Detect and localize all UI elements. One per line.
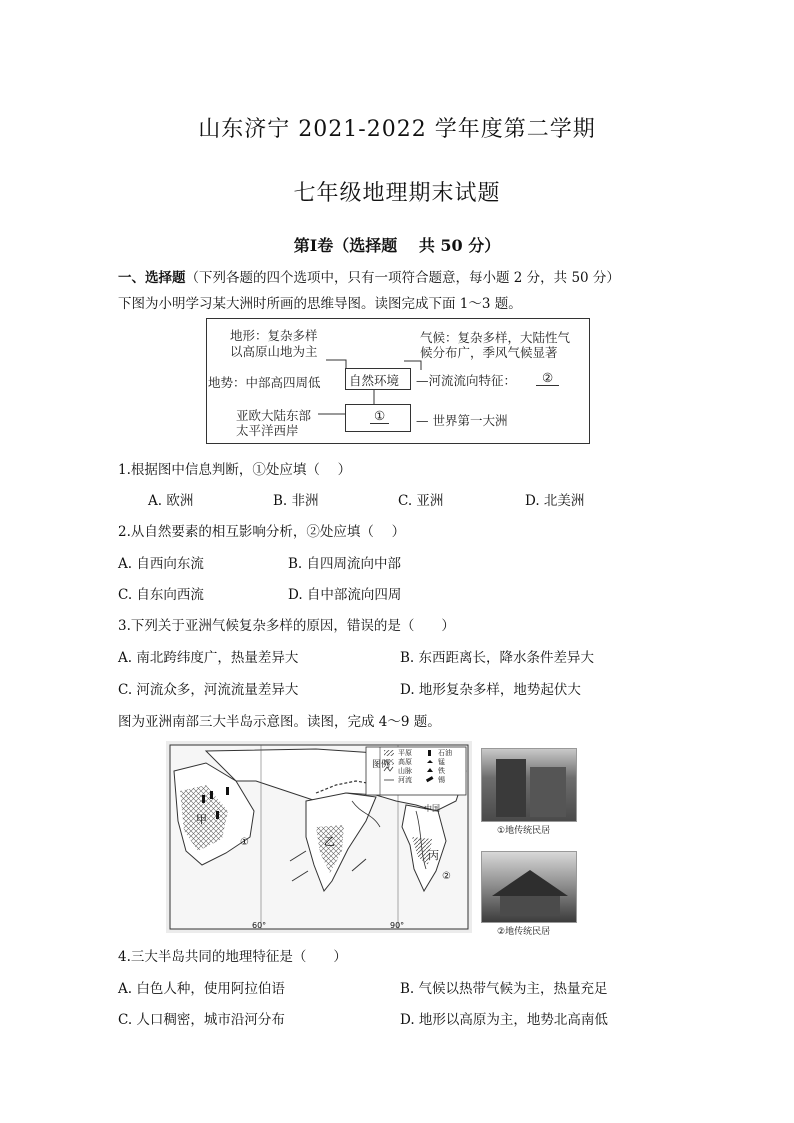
- question-4-stem: 4.三大半岛共同的地理特征是（ ）: [118, 949, 347, 965]
- figure-intro: 图为亚洲南部三大半岛示意图。读图，完成 4～9 题。: [118, 714, 441, 730]
- label-jia: 甲: [196, 813, 207, 826]
- question-2-stem: 2.从自然要素的相互影响分析，②处应填（ ）: [118, 524, 406, 540]
- legend-river: 河流: [398, 776, 412, 784]
- part-instruction: [118, 266, 620, 286]
- q2-option-c: C. 自东向西流: [118, 587, 204, 603]
- q1-option-d: D. 北美洲: [525, 493, 585, 509]
- mm-center: 自然环境: [349, 373, 400, 388]
- south-asia-peninsulas-map: [166, 741, 472, 933]
- legend-mountain: 山脉: [398, 767, 412, 775]
- label-lon-60: 60°: [252, 921, 267, 930]
- q4-option-a: A. 白色人种，使用阿拉伯语: [118, 981, 285, 997]
- legend-iron: 铁: [438, 767, 445, 775]
- label-site-2: ②: [442, 871, 451, 882]
- label-china: 中国: [424, 804, 440, 813]
- paper-subtitle: 七年级地理期末试题: [293, 181, 501, 206]
- legend-title: 图例: [372, 760, 391, 770]
- q3-option-a: A. 南北跨纬度广，热量差异大: [118, 650, 299, 666]
- mm-climate: 气候：复杂多样，大陆性气: [420, 330, 571, 345]
- label-site-1: ①: [240, 837, 249, 848]
- q4-option-c: C. 人口稠密，城市沿河分布: [118, 1012, 285, 1028]
- mm-location: 亚欧大陆东部: [236, 408, 312, 423]
- caption-dwelling-2: ②地传统民居: [497, 927, 551, 937]
- section-heading: 第Ⅰ卷（选择题 共 50 分）: [293, 236, 501, 255]
- mm-terrain-2: 以高原山地为主: [230, 344, 318, 359]
- q2-option-b: B. 自四周流向中部: [288, 556, 402, 572]
- mm-climate-2: 候分布广，季风气候显著: [420, 345, 558, 360]
- mind-map-diagram: [206, 318, 590, 444]
- q3-option-d: D. 地形复杂多样，地势起伏大: [400, 682, 581, 698]
- label-lon-90: 90°: [390, 921, 405, 930]
- q3-option-b: B. 东西距离长，降水条件差异大: [400, 650, 595, 666]
- map-graphic: [166, 741, 472, 933]
- q1-option-a: A. 欧洲: [148, 493, 194, 509]
- mm-river-blank: ②: [536, 370, 559, 386]
- photo-dwelling-1: [481, 748, 577, 822]
- part-label: 一、选择题: [118, 270, 186, 286]
- legend-tin: 锡: [438, 776, 445, 784]
- q1-option-c: C. 亚洲: [398, 493, 444, 509]
- mm-largest: — 世界第一大洲: [416, 413, 508, 428]
- legend-plateau: 高原: [398, 758, 412, 766]
- question-1-stem: 1.根据图中信息判断，①处应填（ ）: [118, 462, 352, 478]
- part-instruction-text: （下列各题的四个选项中，只有一项符合题意，每小题 2 分，共 50 分）: [185, 270, 620, 286]
- mm-terrain: 地形：复杂多样: [230, 328, 318, 343]
- q2-option-a: A. 自西向东流: [118, 556, 204, 572]
- q1-option-b: B. 非洲: [273, 493, 319, 509]
- label-bing: 丙: [428, 849, 439, 862]
- q2-option-d: D. 自中部流向四周: [288, 587, 402, 603]
- legend-oil: 石油: [438, 749, 452, 757]
- legend-manganese: 锰: [438, 758, 445, 766]
- q4-option-b: B. 气候以热带气候为主，热量充足: [400, 981, 608, 997]
- photo-dwelling-2: [481, 851, 577, 923]
- paper-title: 山东济宁 2021-2022 学年度第二学期: [198, 117, 596, 142]
- caption-dwelling-1: ①地传统民居: [497, 826, 551, 836]
- q3-option-c: C. 河流众多，河流流量差异大: [118, 682, 299, 698]
- mindmap-intro: 下图为小明学习某大洲时所画的思维导图。读图完成下面 1～3 题。: [118, 296, 522, 312]
- mm-blank-1: ①: [370, 408, 389, 424]
- mm-river: —河流流向特征：: [416, 373, 517, 388]
- q4-option-d: D. 地形以高原为主，地势北高南低: [400, 1012, 608, 1028]
- legend-plain: 平原: [398, 749, 412, 757]
- mm-relief: 地势：中部高四周低: [208, 375, 321, 390]
- mm-location-2: 太平洋西岸: [236, 423, 299, 438]
- question-3-stem: 3.下列关于亚洲气候复杂多样的原因，错误的是（ ）: [118, 618, 455, 634]
- label-yi: 乙: [324, 835, 335, 848]
